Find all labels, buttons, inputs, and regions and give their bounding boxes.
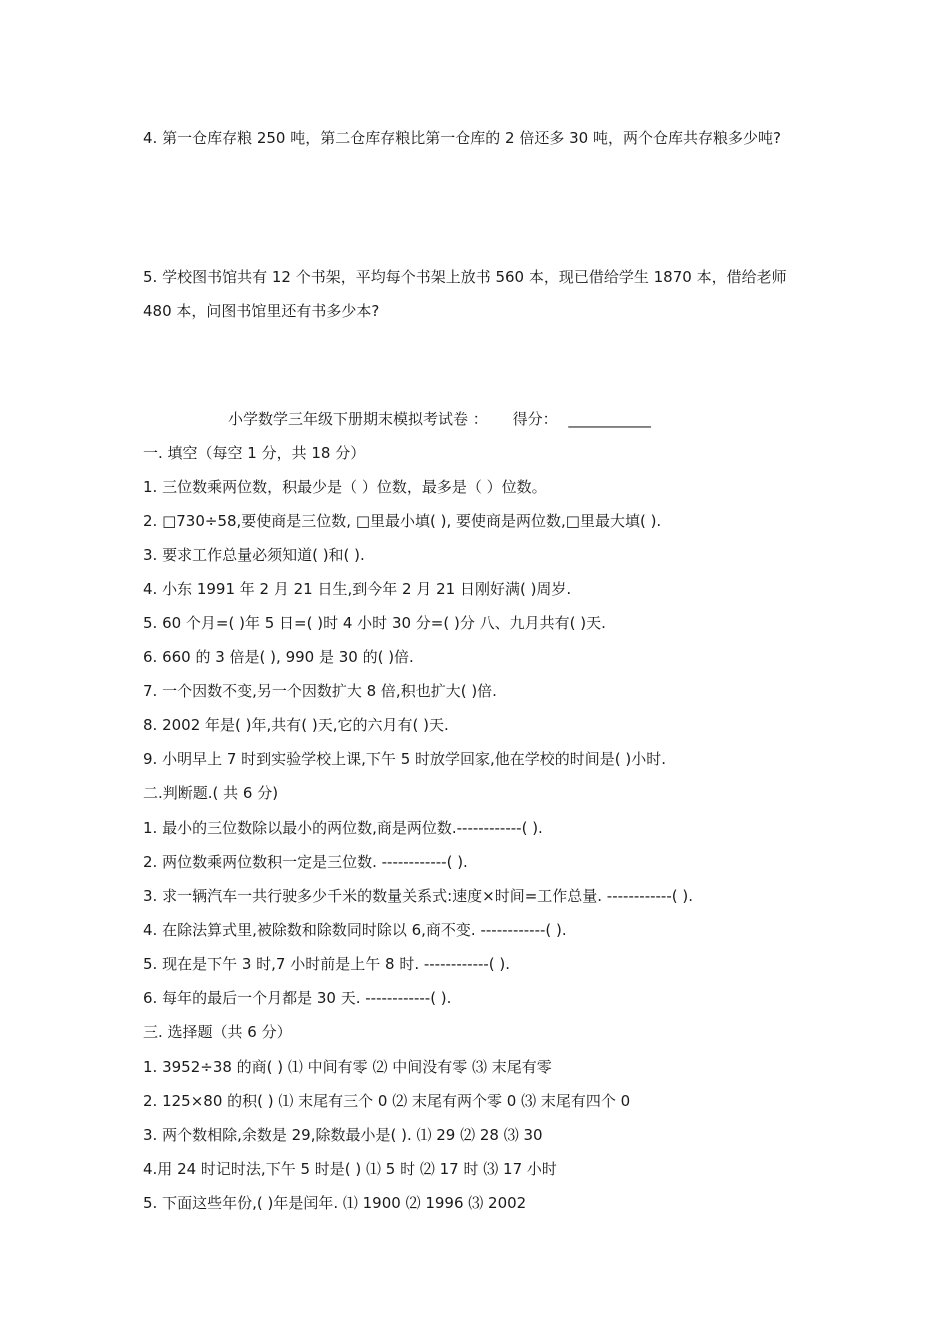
choice-item: 4.用 24 时记时法,下午 5 时是( ) ⑴ 5 时 ⑵ 17 时 ⑶ 17 小时 [143, 1160, 557, 1178]
choice-item: 5. 下面这些年份,( )年是闰年. ⑴ 1900 ⑵ 1996 ⑶ 2002 [143, 1194, 527, 1212]
score-blank: ___________ [568, 410, 651, 428]
choice-item: 1. 3952÷38 的商( ) ⑴ 中间有零 ⑵ 中间没有零 ⑶ 末尾有零 [143, 1058, 552, 1076]
choice-item: 2. 125×80 的积( ) ⑴ 末尾有三个 0 ⑵ 末尾有两个零 0 ⑶ 末尾有四个 0 [143, 1092, 631, 1110]
fill-item: 6. 660 的 3 倍是( ), 990 是 30 的( )倍. [143, 648, 414, 666]
fill-item: 7. 一个因数不变,另一个因数扩大 8 倍,积也扩大( )倍. [143, 682, 497, 700]
judge-item: 1. 最小的三位数除以最小的两位数,商是两位数.------------( ). [143, 819, 543, 837]
fill-item: 8. 2002 年是( )年,共有( )天,它的六月有( )天. [143, 716, 449, 734]
fill-item: 9. 小明早上 7 时到实验学校上课,下午 5 时放学回家,他在学校的时间是( )小时. [143, 750, 667, 768]
fill-item: 1. 三位数乘两位数，积最少是（ ）位数，最多是（ ）位数。 [143, 478, 547, 496]
exam-title: 小学数学三年级下册期末模拟考试卷 ： [228, 410, 488, 428]
judge-item: 4. 在除法算式里,被除数和除数同时除以 6,商不变. ------------( ). [143, 921, 567, 939]
section1-heading: 一. 填空（每空 1 分，共 18 分） [143, 444, 366, 462]
judge-item: 2. 两位数乘两位数积一定是三位数. ------------( ). [143, 853, 468, 871]
score-label: 得分： [512, 410, 558, 428]
exam-title-row [228, 409, 651, 429]
fill-item: 3. 要求工作总量必须知道( )和( ). [143, 546, 365, 564]
judge-item: 6. 每年的最后一个月都是 30 天. ------------( ). [143, 989, 452, 1007]
word-problem-5: 5. 学校图书馆共有 12 个书架，平均每个书架上放书 560 本，现已借给学生 1870 本，借给老师 480 本，问图书馆里还有书多少本? [143, 268, 787, 320]
fill-item: 5. 60 个月=( )年 5 日=( )时 4 小时 30 分=( )分 八、九月共有( )天. [143, 614, 606, 632]
judge-item: 3. 求一辆汽车一共行驶多少千米的数量关系式:速度×时间=工作总量. ------------( ). [143, 887, 694, 905]
fill-item: 4. 小东 1991 年 2 月 21 日生,到今年 2 月 21 日刚好满( )周岁. [143, 580, 572, 598]
fill-item: 2. □730÷58,要使商是三位数, □里最小填( ), 要使商是两位数,□里最大填( ). [143, 512, 662, 530]
choice-item: 3. 两个数相除,余数是 29,除数最小是( ). ⑴ 29 ⑵ 28 ⑶ 30 [143, 1126, 543, 1144]
section3-heading: 三. 选择题（共 6 分） [143, 1023, 292, 1041]
section2-heading: 二.判断题.( 共 6 分) [143, 784, 279, 802]
judge-item: 5. 现在是下午 3 时,7 小时前是上午 8 时. ------------( ). [143, 955, 511, 973]
word-problem-4: 4. 第一仓库存粮 250 吨，第二仓库存粮比第一仓库的 2 倍还多 30 吨，两个仓库共存粮多少吨? [143, 129, 781, 147]
